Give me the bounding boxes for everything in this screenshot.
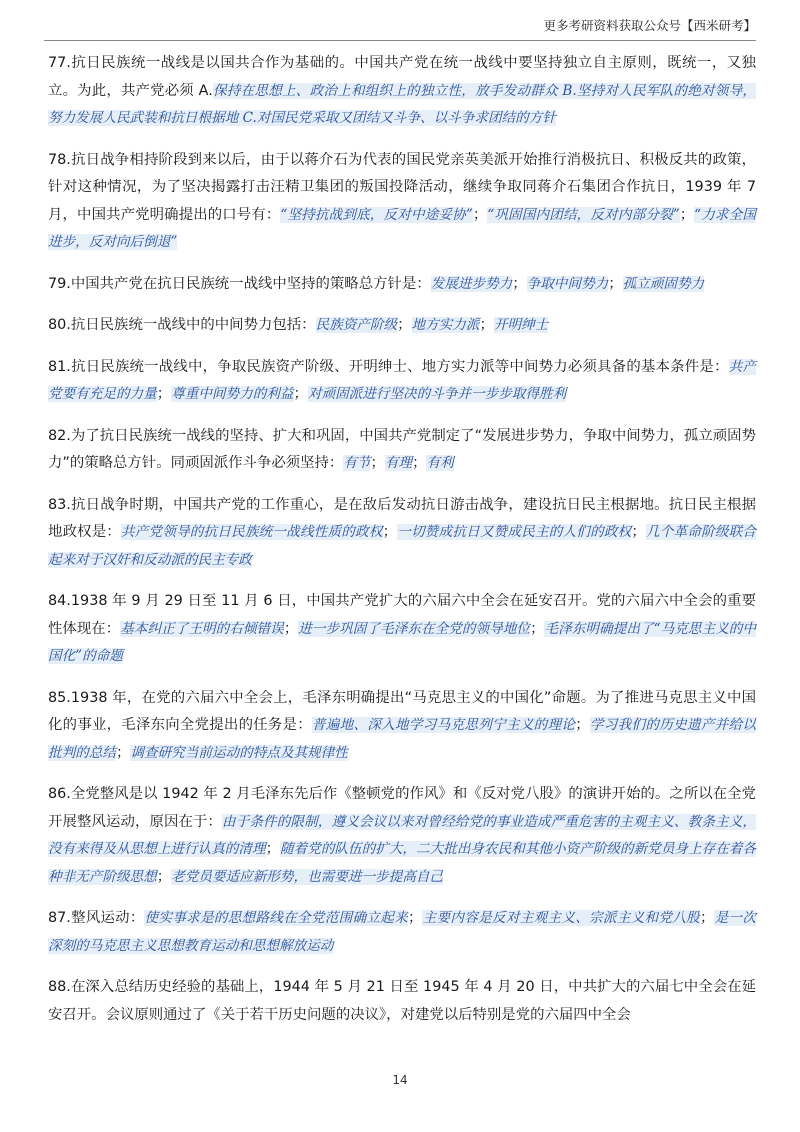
answer-highlight: 保持在思想上、政治上和组织上的独立性，放手发动群众 B.坚持对人民军队的绝对领导，努力发展人民武装和抗日根据地 C.对国民党采取又团结又斗争、以斗争求团结的方针 [48, 82, 756, 126]
qa-item [48, 354, 756, 409]
question-text: ； [156, 868, 172, 885]
question-text: ； [407, 910, 423, 926]
question-text: 85.1938 年，在党的六届六中全会上，毛泽东明确提出“马克思主义的中国化”命题。为了推进马克思主义中国化的事业，毛泽东向全党提出的任务是： [48, 689, 756, 733]
page-header: 更多考研资料获取公众号【西米研考】 [543, 18, 756, 33]
qa-item [48, 423, 756, 478]
question-text: ； [370, 455, 385, 471]
answer-highlight: 对顽固派进行坚决的斗争并一步步取得胜利 [307, 386, 567, 402]
qa-item [48, 50, 756, 133]
question-text: ； [608, 275, 623, 292]
answer-highlight: 有理 [384, 455, 413, 471]
question-text: ； [530, 620, 545, 637]
answer-highlight: 有利 [426, 455, 454, 471]
question-text: 88.在深入总结历史经验的基础上，1944 年 5 月 21 日至 1945 年 4 月 20 日，中共扩大的六届七中全会在延安召开。会议原则通过了《关于若干历史问题的决议》，对建党以后特别是党的六届四中全会 [48, 979, 756, 1023]
answer-highlight: 争取中间势力 [526, 275, 609, 292]
question-text: ； [479, 317, 494, 333]
qa-item [48, 685, 756, 768]
question-text: ； [575, 717, 590, 733]
answer-highlight: 毛泽东明确提出了“马克思主义的中国化”的命题 [48, 620, 757, 664]
answer-highlight: “坚持抗战到底，反对中途妥协” [280, 206, 473, 223]
page-number: 14 [392, 1073, 408, 1087]
qa-item [48, 147, 756, 257]
question-text: ； [156, 386, 172, 402]
answer-highlight: 民族资产阶级 [315, 317, 398, 333]
question-text: ； [472, 206, 488, 223]
answer-highlight: 由于条件的限制，遵义会议以来对曾经给党的事业造成严重危害的主观主义、教条主义，没有来得及从思想上进行认真的清理 [48, 813, 756, 857]
answer-highlight: 进一步巩固了毛泽东在全党的领导地位 [298, 620, 531, 637]
qa-item [48, 271, 756, 299]
answer-highlight: 普遍地、深入地学习马克思列宁主义的理论 [311, 717, 576, 733]
answer-highlight: 主要内容是反对主观主义、宗派主义和党八股 [422, 910, 700, 926]
question-text: ； [512, 275, 527, 292]
question-text: 83.抗日战争时期，中国共产党的工作重心，是在敌后发动抗日游击战争，建设抗日民主根据地。抗日民主根据地政权是： [48, 496, 756, 540]
answer-highlight: 孤立顽固势力 [622, 275, 705, 292]
answer-highlight: 有节 [343, 455, 371, 471]
answer-highlight: 发展进步势力 [430, 275, 513, 292]
answer-highlight: 随着党的队伍的扩大，二大批出身农民和其他小资产阶级的新党员身上存在着各种非无产阶级思想 [48, 841, 757, 885]
answer-highlight: 是一次深刻的马克思主义思想教育运动和思想解放运动 [48, 910, 757, 954]
question-text: ； [679, 206, 695, 223]
question-text: ； [293, 386, 308, 402]
question-text: ； [382, 524, 398, 540]
answer-highlight: 使实事求是的思想路线在全党范围确立起来 [144, 910, 408, 926]
qa-item [48, 588, 756, 671]
question-text: ； [700, 910, 715, 926]
question-text: ； [265, 841, 281, 857]
qa-item [48, 974, 756, 1029]
header-divider [44, 40, 756, 41]
answer-highlight: 一切赞成抗日又赞成民主的人们的政权 [397, 524, 632, 540]
question-text: 78.抗日战争相持阶段到来以后，由于以蒋介石为代表的国民党亲英美派开始推行消极抗日、积极反共的政策，针对这种情况，为了坚决揭露打击汪精卫集团的叛国投降活动，继续争取同蒋介石集团合作抗日，1939 年 7 月，中国共产党明确提出的口号有： [48, 151, 756, 223]
answer-highlight: “巩固国内团结，反对内部分裂” [487, 206, 680, 223]
answer-highlight: 尊重中间势力的利益 [171, 386, 294, 402]
question-text: 86.全党整风是以 1942 年 2 月毛泽东先后作《整顿党的作风》和《反对党八股》的演讲开始的。之所以在全党开展整风运动，原因在于： [48, 786, 756, 830]
qa-item [48, 492, 756, 575]
qa-item [48, 905, 756, 960]
answer-highlight: 共产党领导的抗日民族统一战线性质的政权 [120, 524, 383, 540]
question-text: ； [115, 744, 131, 761]
answer-highlight: 开明绅士 [493, 317, 549, 333]
answer-highlight: 基本纠正了王明的右倾错误 [120, 620, 284, 637]
question-text: 82.为了抗日民族统一战线的坚持、扩大和巩固，中国共产党制定了“发展进步势力，争取中间势力，孤立顽固势力”的策略总方针。同顽固派作斗争必须坚持： [48, 427, 756, 471]
answer-highlight: 共产党要有充足的力量 [48, 358, 757, 402]
answer-highlight: 老党员要适应新形势，也需要进一步提高自己 [171, 868, 444, 885]
qa-item [48, 312, 756, 340]
qa-item [48, 781, 756, 891]
question-text: 79.中国共产党在抗日民族统一战线中坚持的策略总方针是： [48, 275, 431, 292]
answer-highlight: 学习我们的历史遗产并给以批判的总结 [48, 717, 756, 761]
answer-highlight: 调查研究当前运动的特点及其规律性 [130, 744, 348, 761]
question-text: 80.抗日民族统一战线中的中间势力包括： [48, 317, 316, 333]
question-text: 81.抗日民族统一战线中，争取民族资产阶级、开明绅士、地方实力派等中间势力必须具备的基本条件是： [48, 358, 729, 375]
question-text: 77.抗日民族统一战线是以国共合作为基础的。中国共产党在统一战线中要坚持独立自主原则，既统一，又独立。为此，共产党必须 A. [48, 55, 756, 99]
question-text: ； [397, 317, 412, 333]
question-text: ； [631, 524, 646, 540]
answer-highlight: 地方实力派 [411, 317, 480, 333]
question-text: 87.整风运动： [48, 910, 145, 926]
answer-highlight: 几个革命阶级联合起来对于汉奸和反动派的民主专政 [48, 524, 757, 568]
question-text: ； [283, 620, 299, 637]
question-text: 84.1938 年 9 月 29 日至 11 月 6 日，中国共产党扩大的六届六中全会在延安召开。党的六届六中全会的重要性体现在： [48, 593, 756, 637]
question-text: ； [412, 455, 427, 471]
answer-highlight: “力求全国进步，反对向后倒退” [48, 206, 756, 250]
qa-list [48, 50, 756, 1043]
